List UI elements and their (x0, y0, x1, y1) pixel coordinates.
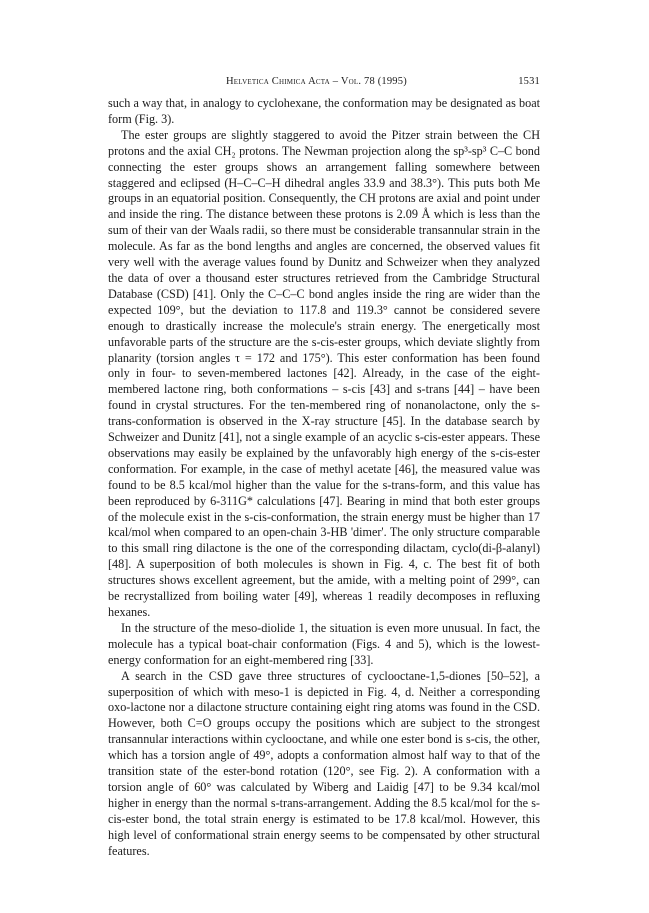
body-text (108, 96, 540, 860)
paragraph-csd-search: A search in the CSD gave three structures of cyclooctane-1,5-diones [50–52], a superposition of which with meso-1 is depicted in Fig. 4, d. Neither a corresponding oxo-lactone nor a dilactone structure containing eight ring atoms was found in the CSD. However, both C=O groups occupy the positions which are subject to the strongest transannular interactions within cyclooctane, and while one ester bond is s-cis, the other, which has a torsion angle of 49°, adopts a conformation almost half way to that of the transition state of the ester-bond rotation (120°, see Fig. 2). A conformation with a torsion angle of 60° was calculated by Wiberg and Laidig [47] to be 9.34 kcal/mol higher in energy than the normal s-trans-arrangement. Adding the 8.5 kcal/mol for the s-cis-ester bond, the total strain energy is estimated to be 17.8 kcal/mol. However, this high level of conformational strain energy seems to be compensated by other structural features. (108, 668, 540, 858)
page-number: 1531 (518, 76, 540, 87)
paragraph-continued: such a way that, in analogy to cyclohexane, the conformation may be designated as boat form (Fig. 3). (108, 96, 540, 126)
paragraph-meso-diolide: In the structure of the meso-diolide 1, the situation is even more unusual. In fact, the molecule has a typical boat-chair conformation (Figs. 4 and 5), which is the lowest-energy conformation for an eight-membered ring [33]. (108, 620, 540, 667)
running-title: Helvetica Chimica Acta – Vol. 78 (1995) (226, 76, 407, 87)
paragraph-ester-groups: The ester groups are slightly staggered to avoid the Pitzer strain between the CH protons and the axial CH₂ protons. The Newman projection along the sp³-sp³ C–C bond connecting the ester groups shows an arrangement falling somewhere between staggered and eclipsed (H–C–C–H dihedral angles 33.9 and 38.3°). This puts both Me groups in an equatorial position. Consequently, the CH protons are axial and point under and inside the ring. The distance between these protons is 2.09 Å which is less than the sum of their van der Waals radii, so there must be considerable transannular strain in the molecule. As far as the bond lengths and angles are concerned, the observed values fit very well with the average values found by Dunitz and Schweizer when they analyzed the data of over a thousand ester structures retrieved from the Cambridge Structural Database (CSD) [41]. Only the C–C–C bond angles inside the ring are wider than the expected 109°, but the deviation to 117.8 and 119.3° cannot be considered severe enough to drastically increase the molecule's strain energy. The energetically most unfavorable parts of the structure are the s-cis-ester groups, which deviate slightly from planarity (torsion angles τ = 172 and 175°). This ester conformation has been found only in four- to seven-membered lactones [42]. Already, in the case of the eight-membered lactone ring, both conformations – s-cis [43] and s-trans [44] – have been found in crystal structures. For the ten-membered ring of nonanolactone, only the s-trans-conformation is observed in the X-ray structure [45]. In the database search by Schweizer and Dunitz [41], not a single example of an acyclic s-cis-ester appears. These observations may easily be explained by the unfavorably high energy of the s-cis-ester conformation. For example, in the case of methyl acetate [46], the measured value was found to be 8.5 kcal/mol higher than the value for the s-trans-form, and this value has been reproduced by 6-311G* calculations [47]. Bearing in mind that both ester groups of the molecule exist in the s-cis-conformation, the strain energy must be higher than 17 kcal/mol when compared to an open-chain 3-HB 'dimer'. The only structure comparable to this small ring dilactone is the one of the corresponding dilactam, cyclo(di-β-alanyl) [48]. A superposition of both molecules is shown in Fig. 4, c. The best fit of both structures shows excellent agreement, but the amide, with a melting point of 299°, can be recrystallized from boiling water [49], whereas 1 readily decomposes in refluxing hexanes. (108, 127, 540, 619)
